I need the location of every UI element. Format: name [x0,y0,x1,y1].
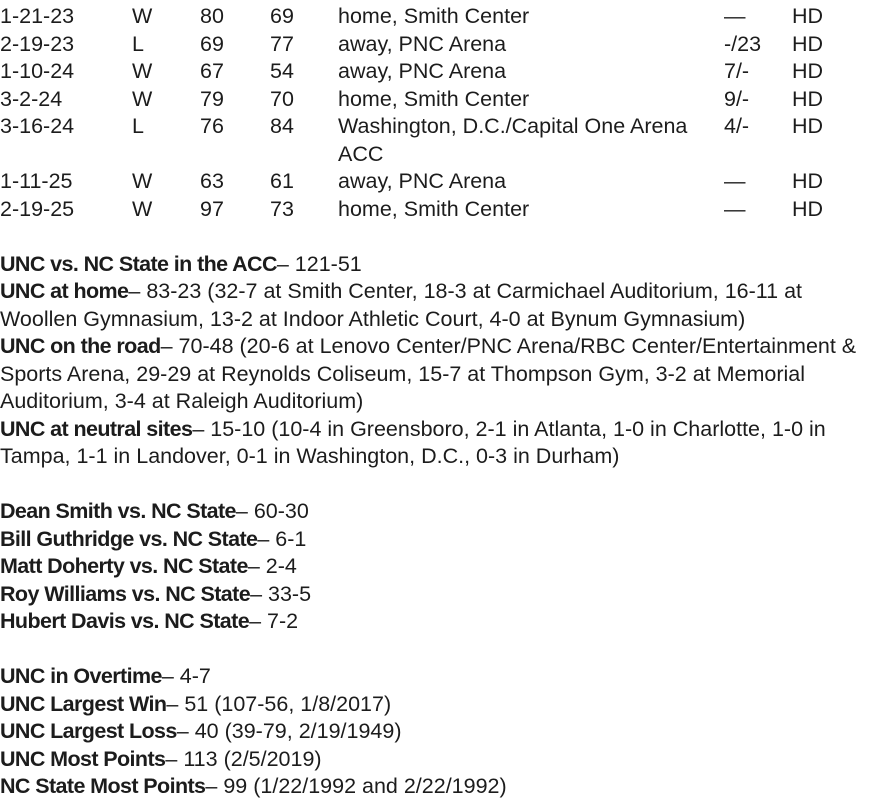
coach-record-line [0,526,866,554]
game-result: L [132,31,144,56]
opponent-score: 77 [270,31,294,56]
table-row [0,86,866,114]
stat-label: UNC Largest Win [0,691,167,716]
table-row [0,168,866,196]
game-tv: HD [792,169,824,193]
misc-records-section [0,663,866,801]
coach-record-line [0,581,866,609]
spacer [0,636,866,664]
game-tv: HD [792,31,824,56]
unc-score: 80 [200,4,224,28]
table-row [0,31,866,59]
stat-value: – 70-48 (20-6 at Lenovo Center/PNC Arena/RBC Center/Entertainment & Sports Arena, 29-29 at Reynolds Coliseum, 15-7 at Thompson Gym, 3-2 at Memorial Auditorium, 3-4 at Raleigh Auditorium) [0,334,857,413]
coach-record-line [0,608,866,636]
stat-label: Dean Smith vs. NC State [0,499,236,523]
stat-label: NC State Most Points [0,774,206,798]
game-rank: — [724,196,746,221]
game-date: 1-10-24 [0,59,75,83]
misc-record-line [0,718,866,746]
game-site: Washington, D.C./Capital One Arena ACC [338,114,688,166]
record-line [0,416,866,471]
table-row [0,3,866,31]
game-result: W [132,196,153,221]
stat-value: – 60-30 [235,499,309,523]
opponent-score: 84 [270,114,294,138]
game-site: home, Smith Center [338,86,530,111]
opponent-score: 70 [270,86,294,111]
game-tv: HD [792,59,824,83]
coach-record-line [0,498,866,526]
stat-value: – 15-10 (10-4 in Greensboro, 2-1 in Atlanta, 1-0 in Charlotte, 1-0 in Tampa, 1-1 in Landover, 0-1 in Washington, D.C., 0-3 in Durham) [0,416,826,468]
misc-record-line [0,663,866,691]
table-row [0,196,866,224]
misc-record-line [0,691,866,719]
game-date: 1-21-23 [0,4,75,28]
game-site: home, Smith Center [338,196,530,221]
stat-label: UNC Largest Loss [0,719,177,743]
opponent-score: 61 [270,169,294,193]
misc-record-line [0,773,866,801]
stat-value: – 83-23 (32-7 at Smith Center, 18-3 at Carmichael Auditorium, 16-11 at Woollen Gymnasium, 13-2 at Indoor Athletic Court, 4-0 at Bynum Gymnasium) [0,279,803,331]
game-rank: — [724,169,746,193]
stat-label: Roy Williams vs. NC State [0,581,251,606]
game-date: 3-2-24 [0,86,63,111]
game-site: home, Smith Center [338,4,530,28]
game-date: 2-19-25 [0,196,75,221]
table-row [0,113,866,168]
game-rank: 4/- [724,114,750,138]
game-result: L [132,114,144,138]
game-tv: HD [792,114,824,138]
stat-value: – 4-7 [161,664,211,688]
stat-label: UNC in Overtime [0,664,162,688]
coach-record-line [0,553,866,581]
game-date: 3-16-24 [0,114,75,138]
game-tv: HD [792,196,824,221]
unc-score: 79 [200,86,224,111]
stat-label: UNC on the road [0,334,161,358]
document-page [0,3,866,801]
game-result: W [132,169,153,193]
stat-label: Matt Doherty vs. NC State [0,554,248,578]
game-site: away, PNC Arena [338,59,507,83]
table-row [0,58,866,86]
game-rank: -/23 [724,31,762,56]
opponent-score: 73 [270,196,294,221]
stat-label: UNC at home [0,279,129,303]
stat-value: – 2-4 [247,554,297,578]
stat-value: – 99 (1/22/1992 and 2/22/1992) [205,774,507,798]
spacer [0,471,866,499]
stat-label: Bill Guthridge vs. NC State [0,526,258,551]
record-line [0,278,866,333]
unc-score: 97 [200,196,224,221]
series-records-section [0,251,866,471]
opponent-score: 54 [270,59,294,83]
stat-value: – 40 (39-79, 2/19/1949) [176,719,402,743]
stat-label: UNC Most Points [0,746,166,771]
misc-record-line [0,746,866,774]
stat-value: – 51 (107-56, 1/8/2017) [166,691,392,716]
game-result: W [132,86,153,111]
game-date: 2-19-23 [0,31,75,56]
game-result: W [132,4,153,28]
stat-value: – 113 (2/5/2019) [165,746,322,771]
record-line [0,251,866,279]
game-site: away, PNC Arena [338,169,507,193]
stat-value: – 6-1 [257,526,307,551]
opponent-score: 69 [270,4,294,28]
unc-score: 63 [200,169,224,193]
stat-value: – 7-2 [249,609,299,633]
unc-score: 67 [200,59,224,83]
stat-value: – 121-51 [276,251,362,276]
stat-label: UNC vs. NC State in the ACC [0,251,277,276]
game-tv: HD [792,86,824,111]
game-site: away, PNC Arena [338,31,507,56]
unc-score: 76 [200,114,224,138]
game-results-table [0,3,866,223]
game-rank: 9/- [724,86,750,111]
spacer [0,223,866,251]
unc-score: 69 [200,31,224,56]
game-rank: 7/- [724,59,750,83]
game-rank: — [724,4,746,28]
record-line [0,333,866,416]
game-tv: HD [792,4,824,28]
stat-label: Hubert Davis vs. NC State [0,609,250,633]
stat-value: – 33-5 [250,581,312,606]
coach-records-section [0,498,866,636]
game-result: W [132,59,153,83]
stat-label: UNC at neutral sites [0,416,193,441]
game-date: 1-11-25 [0,169,73,193]
